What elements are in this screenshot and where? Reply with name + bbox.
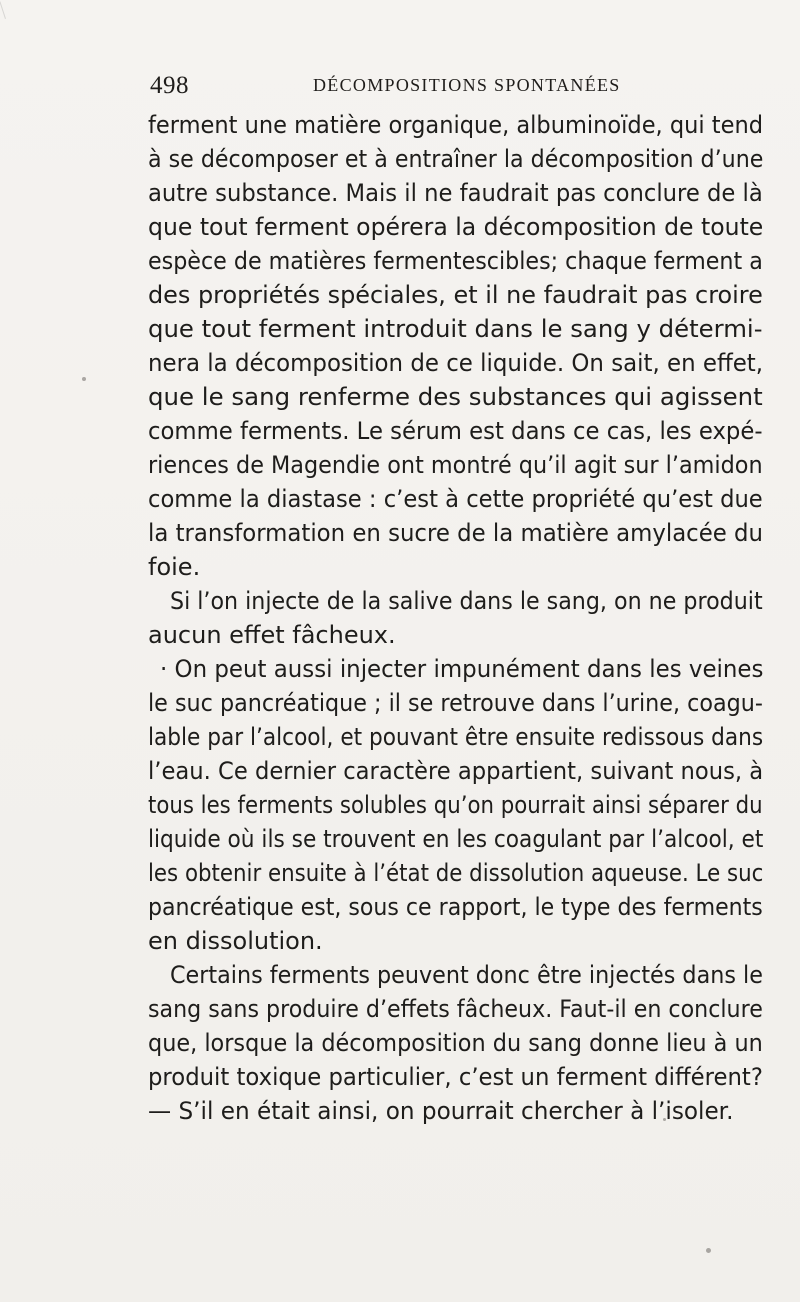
text-line: à se décomposer et à entraîner la décomposition d’une [148,145,764,173]
text-line: l’eau. Ce dernier caractère appartient, suivant nous, à [148,757,764,785]
text-line: — S’il en était ainsi, on pourrait chercher à l’isoler. [148,1097,734,1125]
text-line: aucun effet fâcheux. [148,621,396,649]
text-line: sang sans produire d’effets fâcheux. Faut-il en conclure [148,995,763,1023]
text-line: autre substance. Mais il ne faudrait pas conclure de là [148,179,763,207]
page-number: 498 [150,72,189,99]
text-line: la transformation en sucre de la matière amylacée du [148,519,763,547]
text-line: · On peut aussi injecter impunément dans les veines [160,655,764,683]
text-line: que tout ferment opérera la décomposition de toute [148,213,764,241]
text-line: que le sang renferme des substances qui agissent [148,383,763,411]
text-line: espèce de matières fermentescibles; chaque ferment a [148,247,763,275]
text-line: que tout ferment introduit dans le sang y détermi- [148,315,763,343]
text-line: lable par l’alcool, et pouvant être ensuite redissous dans [148,723,764,751]
text-line: que, lorsque la décomposition du sang donne lieu à un [148,1029,763,1057]
text-line: Certains ferments peuvent donc être injectés dans le [170,961,763,989]
paper-speck [82,377,86,381]
text-line: en dissolution. [148,927,323,955]
text-line: foie. [148,553,201,581]
paper-speck [663,1118,666,1121]
running-title: DÉCOMPOSITIONS SPONTANÉES [313,75,621,95]
text-line: tous les ferments solubles qu’on pourrait ainsi séparer du [148,791,763,819]
text-line: pancréatique est, sous ce rapport, le type des ferments [148,893,763,921]
text-line: nera la décomposition de ce liquide. On sait, en effet, [148,349,764,377]
text-line: ferment une matière organique, albuminoïde, qui tend [148,111,764,139]
text-line: Si l’on injecte de la salive dans le sang, on ne produit [170,587,763,615]
text-line: le suc pancréatique ; il se retrouve dans l’urine, coagu- [148,689,763,717]
text-line: les obtenir ensuite à l’état de dissolution aqueuse. Le suc [148,859,764,887]
text-line: liquide où ils se trouvent en les coagulant par l’alcool, et [148,825,764,853]
text-line: riences de Magendie ont montré qu’il agit sur l’amidon [148,451,763,479]
text-line: des propriétés spéciales, et il ne faudrait pas croire [148,281,763,309]
text-line: comme ferments. Le sérum est dans ce cas, les expé- [148,417,763,445]
text-line: produit toxique particulier, c’est un ferment différent? [148,1063,763,1091]
text-line: comme la diastase : c’est à cette propriété qu’est due [148,485,763,513]
paper-speck [706,1248,711,1253]
